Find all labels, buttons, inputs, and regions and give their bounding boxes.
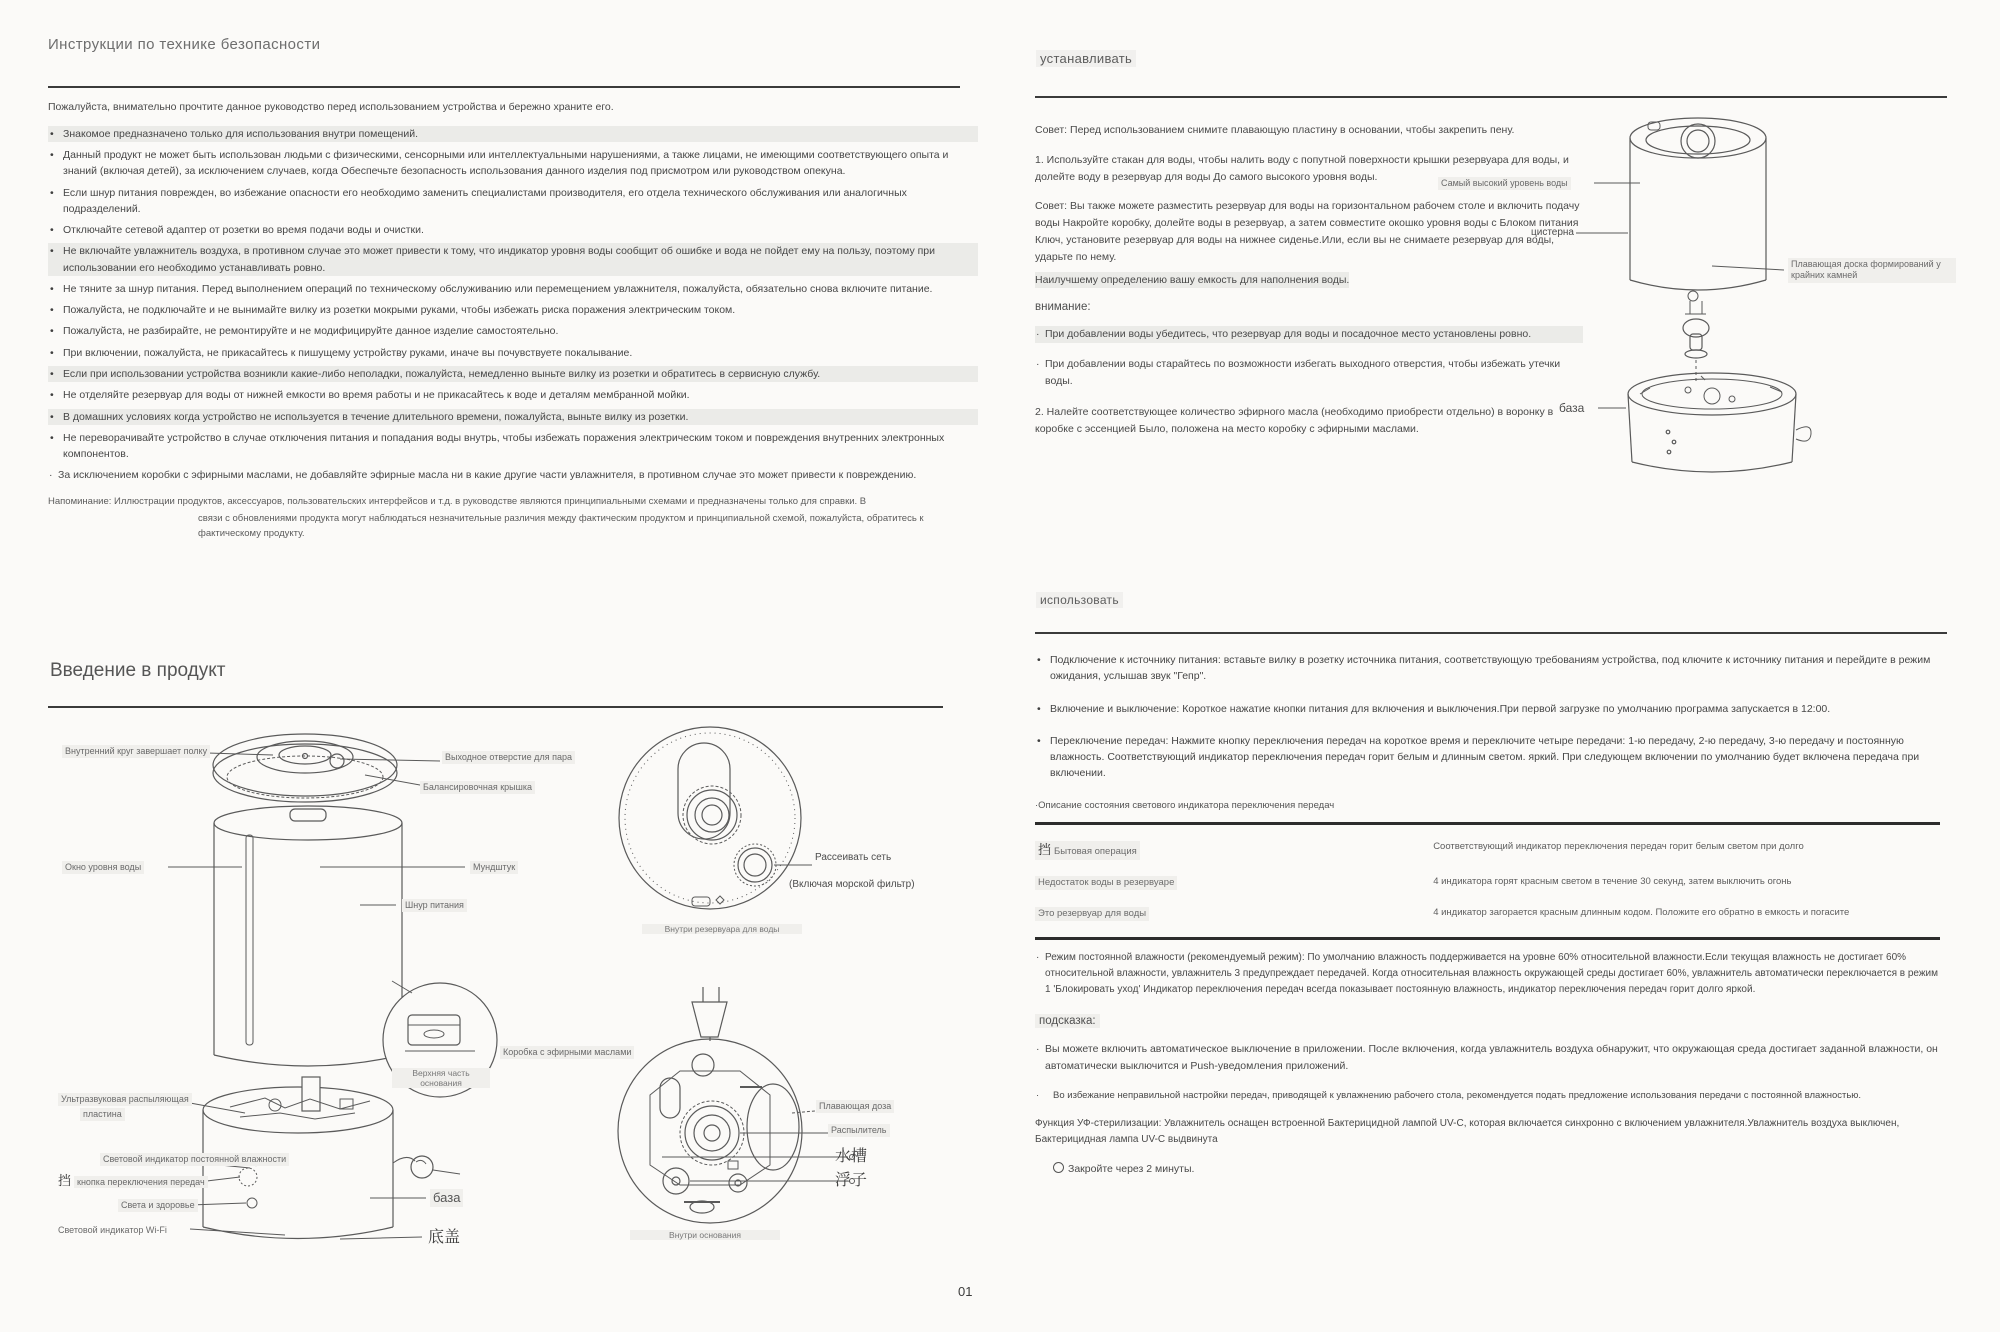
label-atomizer2: Распылитель (828, 1124, 890, 1137)
label-balance-cover: Балансировочная крышка (420, 781, 535, 794)
table-caption: ·Описание состояния светового индикатора переключения передач (1035, 799, 1335, 811)
label-tank: Мундштук (470, 861, 518, 874)
use-bullet: • Переключение передач: Нажмите кнопку переключения передач на короткое время и переключите четыре передачи: 1-ю передачу, 2-ю передачу, 3-ю передачу и постоянную влажность. Соответствующий индикатор переключения передач горит белым и длинным светом. яркий. При следующем включении по умолчанию будет включена передача при включении. (1035, 733, 1943, 782)
label-steam-outlet: Выходное отверстие для пара (442, 751, 575, 764)
table-row1-left-text: Бытовая операция (1054, 846, 1137, 858)
label-float: 浮子 (835, 1172, 868, 1189)
safety-bullet: • Отключайте сетевой адаптер от розетки во время подачи воды и очистки. (48, 222, 978, 238)
install-rule (1035, 96, 1947, 98)
gear-button-text: кнопка переключения передач (74, 1176, 208, 1188)
safety-reminder-2: связи с обновлениями продукта могут наблюдаться незначительные различия между фактическим продуктом и принципиальной схемой, пожалуйста, обратитесь к фактическому продукту. (198, 513, 924, 540)
safety-bullet: • При включении, пожалуйста, не прикасайтесь к пишущему устройству руками, иначе вы почувствуете покалывание. (48, 345, 978, 361)
safety-bullet: • Если при использовании устройства возникли какие-либо неполадки, пожалуйста, немедленно выньте вилку из розетки и обратитесь в сервисную службу. (48, 366, 978, 382)
uv-function-note: Функция УФ-стерилизации: Увлажнитель оснащен встроенной Бактерицидной лампой UV-C, которая включается синхронно с включением увлажнителя.Увлажнитель воздуха выключен, Бактерицидная лампа UV-C выдвинута (1035, 1117, 1900, 1145)
label-base-view-caption: Внутри основания (630, 1230, 780, 1240)
safety-bullet: • Не отделяйте резервуар для воды от нижней емкости во время работы и не прикасайтесь к воде и деталям мембранной мойки. (48, 387, 978, 403)
table-row3-right: 4 индикатор загорается красным длинным кодом. Положите его обратно в емкость и погасите (1433, 906, 1850, 918)
table-row1-right: Соответствующий индикатор переключения передач горит белым светом при долго (1433, 841, 1804, 853)
label-diffuse-1: Рассеивать сеть (815, 852, 892, 863)
safety-bullet: • В домашних условиях когда устройство не используется в течение длительного времени, пожалуйста, выньте вилку из розетки. (48, 409, 978, 425)
label-humidity-indicator: Световой индикатор постоянной влажности (100, 1153, 289, 1166)
label-bottom-cover: 底盖 (428, 1229, 461, 1246)
label-diffuse-2: (Включая морской фильтр) (789, 879, 915, 890)
install-step1: 1. Используйте стакан для воды, чтобы налить воду с попутной поверхности крышки резервуара для воды, и долейте воду в резервуар для воды До самого высокого уровня воды. (1035, 153, 1569, 183)
safety-bullet: • Не переворачивайте устройство в случае отключения питания и попадания воды внутрь, чтобы избежать поражения электрическим током и повреждения внутренних электронных компонентов. (48, 430, 978, 463)
product-intro-title: Введение в продукт (50, 660, 226, 681)
safety-title: Инструкции по технике безопасности (48, 36, 321, 53)
attention-title: внимание: (1035, 301, 1091, 314)
label-wifi-indicator: Световой индикатор Wi-Fi (58, 1225, 167, 1235)
product-intro-rule (48, 706, 943, 708)
label-cistern: цистерна (1531, 227, 1574, 238)
label-max-water: Самый высокий уровень воды (1438, 177, 1571, 190)
safety-bullet-list (48, 126, 978, 463)
install-tip1: Совет: Перед использованием снимите плавающую пластину в основании, чтобы закрепить пену. (1035, 124, 1515, 136)
safety-bullet: • Не тяните за шнур питания. Перед выполнением операций по техническому обслуживанию или перемещением увлажнителя, пожалуйста, обязательно снова включите питание. (48, 281, 978, 297)
humidity-mode-note: · Режим постоянной влажности (рекомендуемый режим): По умолчанию влажность поддерживается на уровне 60% относительной влажности.Если текущая влажность не достигает 60% относительной влажности, увлажнитель 3 предупреждает передачей. Когда относительная влажность окружающей среды достигает 60%, увлажнитель автоматически переключается в режим 1 'Блокировать уход' Индикатор переключения передач всегда показывает постоянную влажность, индикатор переключения передач горит долго яркой. (1035, 950, 1945, 998)
safety-section (48, 36, 978, 552)
install-tip2-note: Наилучшему определению вашу емкость для наполнения воды. (1035, 272, 1349, 289)
label-gear-button (58, 1170, 208, 1190)
use-bullet: • Подключение к источнику питания: вставьте вилку в розетку источника питания, соответствующую требованиям устройства, под ключите к источнику питания и перейдите в режим ожидания, услышав звук "Гепр". (1035, 652, 1943, 685)
safety-bullet: • Данный продукт не может быть использован людьми с физическими, сенсорными или интеллектуальными нарушениями, а также лицами, не имеющими соответствующего опыта и знаний (включая детей), за исключением случаев, когда Обеспечьте безопасность использования данного изделия под присмотром или руководством опекуна. (48, 147, 978, 180)
attention-bullet: · При добавлении воды убедитесь, что резервуар для воды и посадочное место установлены ровно. (1035, 326, 1583, 343)
label-atomizer-line1: Ультразвуковая распыляющая (58, 1093, 192, 1106)
use-bullet-list (1035, 652, 1943, 782)
label-base-right: база (1559, 401, 1585, 415)
use-bullet: • Включение и выключение: Короткое нажатие кнопки питания для включения и выключения.При первой загрузке по умолчанию программа запускается в 12:00. (1035, 701, 1943, 717)
use-section (1035, 652, 1943, 822)
timer-icon (1053, 1162, 1064, 1173)
label-power-cord: Шнур питания (402, 899, 467, 912)
table-row2-left: Недостаток воды в резервуаре (1035, 876, 1177, 890)
gear-glyph-icon: 挡 (1038, 842, 1052, 858)
install-title: устанавливать (1036, 50, 1136, 67)
gear-status-table (1035, 822, 1940, 940)
use-title: использовать (1036, 592, 1123, 608)
attention-bullet: · При добавлении воды старайтесь по возможности избегать выходного отверстия, чтобы избежать утечки воды. (1035, 356, 1583, 390)
safety-bullet: • Пожалуйста, не разбирайте, не ремонтируйте и не модифицируйте данное изделие самостоятельно. (48, 323, 978, 339)
page-number: 01 (958, 1284, 973, 1299)
safety-bullet: • Не включайте увлажнитель воздуха, в противном случае это может привести к тому, что индикатор уровня воды сообщит об ошибке и вода не пойдет ему на пользу, поэтому при использовании его необходимо устанавливать ровно. (48, 243, 978, 276)
install-diagram (1500, 100, 1960, 500)
safety-bullet: • Если шнур питания поврежден, во избежание опасности его необходимо заменить специалистами производителя, его отдела технического обслуживания или аналогичных подразделений. (48, 185, 978, 218)
hint-2: · Во избежание неправильной настройки передач, приводящей к увлажнению рабочего стола, рекомендуется подать предложение использования передачи с постоянной влажностью. (1035, 1088, 1945, 1103)
uv-close-text: Закройте через 2 минуты. (1068, 1162, 1195, 1175)
safety-bullet: • Знакомое предназначено только для использования внутри помещений. (48, 126, 978, 142)
label-base: база (430, 1189, 463, 1207)
table-row1-left (1035, 841, 1140, 860)
safety-bullet: • Пожалуйста, не подключайте и не вынимайте вилку из розетки мокрыми руками, чтобы избежать риска поражения электрическим током. (48, 302, 978, 318)
label-float-plate-right: Плавающая доска формирований у крайних камней (1788, 258, 1956, 283)
table-row2-right: 4 индикатора горят красным светом в течение 30 секунд, затем выключить огонь (1433, 876, 1792, 888)
label-water-window: Окно уровня воды (62, 861, 144, 874)
safety-rule (48, 86, 960, 88)
label-tank-view-caption: Внутри резервуара для воды (642, 924, 802, 934)
safety-intro: Пожалуйста, внимательно прочтите данное руководство перед использованием устройства и бережно храните его. (48, 101, 614, 113)
safety-reminder-1: Напоминание: Иллюстрации продуктов, аксессуаров, пользовательских интерфейсов и т.д. в руководстве являются принципиальными схемами и предназначены только для справки. В (48, 496, 867, 508)
hint-1: · Вы можете включить автоматическое выключение в приложении. После включения, когда увлажнитель воздуха обнаружит, что окружающая среда достигает заданной влажности, он автоматически выключится и Push-уведомления приложений. (1035, 1041, 1945, 1075)
label-light-health: Света и здоровье (118, 1199, 198, 1212)
table-row3-left: Это резервуар для воды (1035, 907, 1149, 921)
uv-close-note (1035, 1161, 1945, 1178)
install-tip2: Совет: Вы также можете разместить резервуар для воды на горизонтальном рабочем столе и включить подачу воды Накройте коробку, долейте воды в резервуар, а затем совместите окошко уровня воды с Блоком питания Ключ, установите резервуар для воды на нижнее сиденье.Или, если вы не снимаете резервуар для воды, ударьте по нему. (1035, 200, 1580, 263)
label-inset-caption: Верхняя часть основания (392, 1068, 490, 1088)
safety-extra-note: · За исключением коробки с эфирными маслами, не добавляйте эфирные масла ни в какие другие части увлажнителя, в противном случае это может привести к повреждению. (48, 467, 978, 484)
gear-glyph-icon: 挡 (58, 1173, 72, 1188)
install-step2: 2. Налейте соответствующее количество эфирного масла (необходимо приобрести отдельно) в воронку в коробке с эссенцией Было, положена на место коробку с эфирными маслами. (1035, 405, 1554, 435)
label-float-plate: Плавающая доза (816, 1100, 894, 1113)
label-oil-box: Коробка с эфирными маслами (500, 1046, 634, 1059)
use-notes-section (1035, 950, 1945, 1191)
hint-title: подсказка: (1035, 1014, 1100, 1028)
label-atomizer-line2: пластина (80, 1108, 125, 1121)
label-water-trough: 水槽 (835, 1148, 868, 1165)
label-inner-circle: Внутренний круг завершает полку (62, 745, 210, 758)
product-diagrams (40, 715, 960, 1275)
use-rule (1035, 632, 1947, 634)
